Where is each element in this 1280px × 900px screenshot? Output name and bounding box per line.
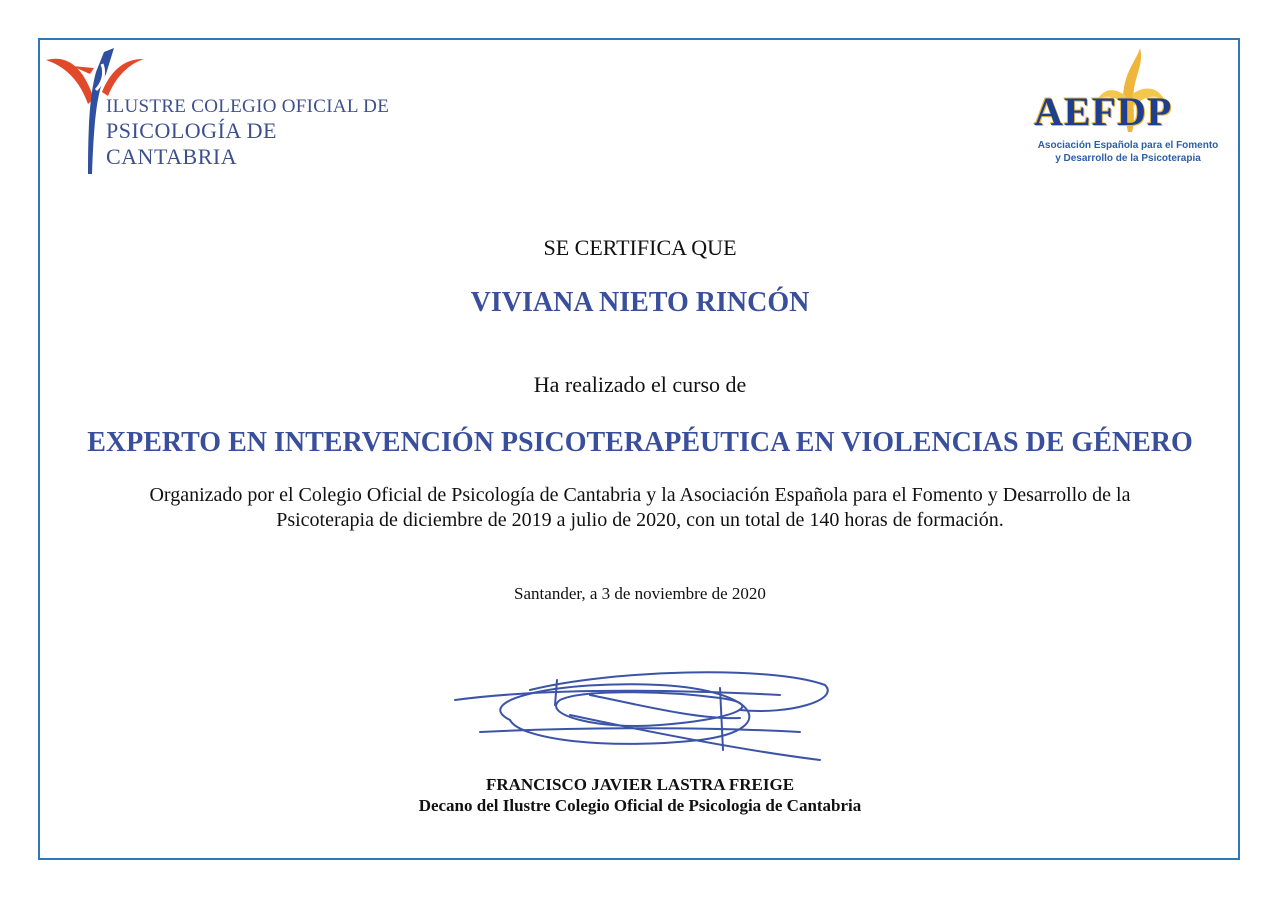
colegio-logo-line2: PSICOLOGÍA DE CANTABRIA xyxy=(106,118,277,169)
description-line1: Organizado por el Colegio Oficial de Psicología de Cantabria y la Asociación Española para el Fomento y Desarrollo de la xyxy=(149,484,1131,506)
course-description xyxy=(0,483,1280,533)
signer-name: FRANCISCO JAVIER LASTRA FREIGE xyxy=(485,775,795,794)
aefdp-subtitle-line1: Asociación Española para el Fomento xyxy=(1037,140,1219,151)
place-date: Santander, a 3 de noviembre de 2020 xyxy=(514,584,766,603)
recipient-name: VIVIANA NIETO RINCÓN xyxy=(470,287,810,318)
signer-block xyxy=(0,774,1280,816)
aefdp-acronym: AEFDP xyxy=(1034,89,1173,134)
signature xyxy=(440,660,840,770)
aefdp-logo xyxy=(1028,44,1228,169)
colegio-logo-line1: ILUSTRE COLEGIO OFICIAL DE xyxy=(106,96,390,117)
aefdp-subtitle-line2: y Desarrollo de la Psicoterapia xyxy=(1055,153,1201,164)
course-intro: Ha realizado el curso de xyxy=(533,372,747,397)
certify-intro: SE CERTIFICA QUE xyxy=(543,235,737,260)
course-title: EXPERTO EN INTERVENCIÓN PSICOTERAPÉUTICA EN VIOLENCIAS DE GÉNERO xyxy=(87,427,1193,458)
colegio-psicologia-logo xyxy=(44,44,394,179)
signer-title: Decano del Ilustre Colegio Oficial de Psicologia de Cantabria xyxy=(418,796,862,815)
aefdp-subtitle xyxy=(1028,139,1228,165)
description-line2: Psicoterapia de diciembre de 2019 a julio de 2020, con un total de 140 horas de formación. xyxy=(276,509,1004,531)
